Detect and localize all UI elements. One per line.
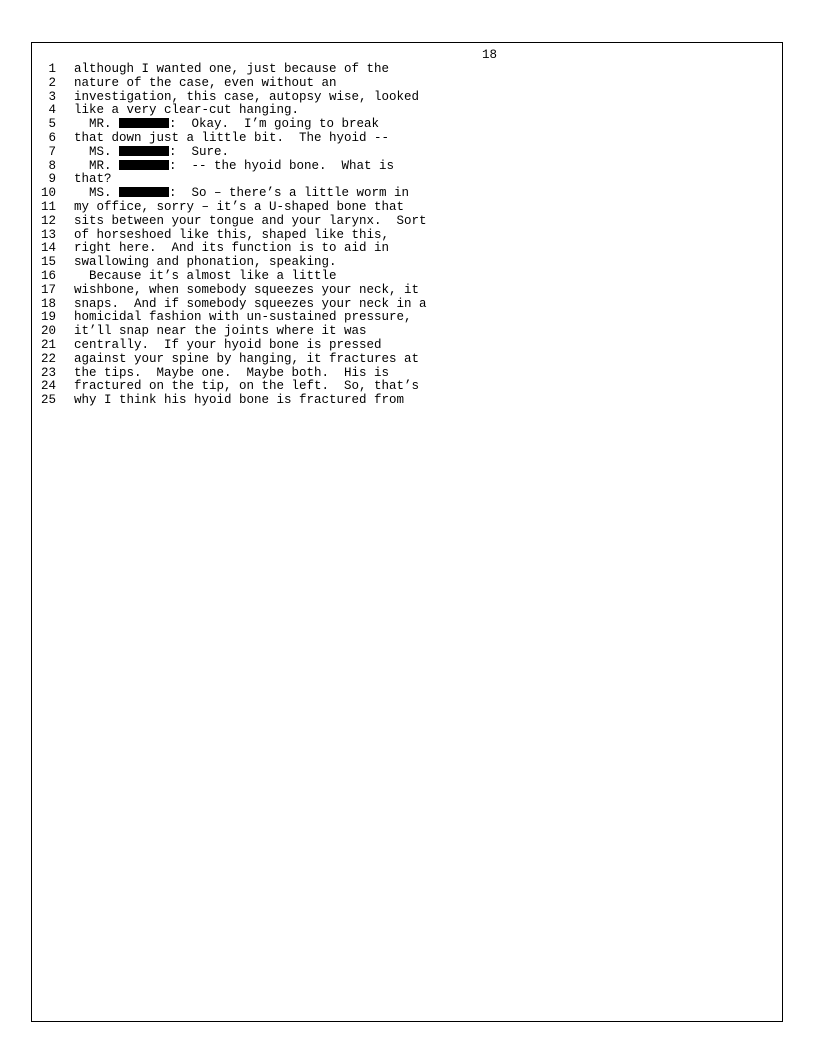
line-text [74, 187, 409, 201]
transcript-line [32, 242, 782, 256]
line-text-segment: it’ll snap near the joints where it was [74, 324, 367, 339]
transcript-line [32, 394, 782, 408]
transcript-line [32, 104, 782, 118]
line-text-segment: that? [74, 172, 112, 187]
line-number: 19 [40, 310, 56, 325]
line-text-segment: MR. [74, 117, 120, 132]
page-number: 18 [482, 48, 498, 62]
line-text [74, 284, 419, 298]
line-number: 7 [48, 144, 56, 159]
line-text-segment: homicidal fashion with un-sustained pressure, [74, 310, 412, 325]
line-text [74, 173, 112, 187]
line-number: 9 [48, 172, 56, 187]
line-text-segment: although I wanted one, just because of the [74, 62, 390, 76]
line-text-segment: : -- the hyoid bone. What is [169, 158, 395, 173]
line-number: 24 [40, 379, 56, 394]
line-text-segment: fractured on the tip, on the left. So, that’s [74, 379, 420, 394]
line-text [74, 270, 337, 284]
line-text-segment: : So – there’s a little worm in [169, 186, 410, 201]
line-number: 15 [40, 255, 56, 270]
line-number: 17 [40, 282, 56, 297]
transcript-line [32, 353, 782, 367]
transcript-line [32, 256, 782, 270]
line-text-segment: sits between your tongue and your larynx. Sort [74, 213, 427, 228]
line-text [74, 104, 299, 118]
line-text-segment: that down just a little bit. The hyoid -- [74, 130, 390, 145]
line-text [74, 325, 367, 339]
transcript-page [31, 42, 783, 1022]
line-number: 6 [48, 130, 56, 145]
redaction-block [119, 146, 169, 156]
line-text [74, 146, 229, 160]
line-number: 10 [40, 186, 56, 201]
transcript-line [32, 160, 782, 174]
line-number: 21 [40, 337, 56, 352]
transcript-line [32, 91, 782, 105]
line-text [74, 229, 389, 243]
transcript-line [32, 77, 782, 91]
line-number: 14 [40, 241, 56, 256]
transcript-lines [32, 63, 782, 408]
redaction-block [119, 187, 169, 197]
line-text-segment: of horseshoed like this, shaped like this, [74, 227, 390, 242]
line-text [74, 298, 427, 312]
transcript-line [32, 229, 782, 243]
redaction-block [119, 160, 169, 170]
transcript-line [32, 63, 782, 77]
transcript-line [32, 325, 782, 339]
line-number: 23 [40, 365, 56, 380]
line-text [74, 394, 404, 408]
line-number: 22 [40, 351, 56, 366]
transcript-line [32, 367, 782, 381]
line-text-segment: : Okay. I’m going to break [169, 117, 380, 132]
transcript-line [32, 118, 782, 132]
line-text [74, 77, 337, 91]
line-number: 11 [40, 199, 56, 214]
line-text-segment: MS. [74, 144, 120, 159]
line-text-segment: investigation, this case, autopsy wise, looked [74, 89, 420, 104]
line-text-segment: why I think his hyoid bone is fractured from [74, 393, 405, 408]
line-number: 16 [40, 268, 56, 283]
line-number: 1 [48, 62, 56, 76]
line-number: 12 [40, 213, 56, 228]
line-text-segment: centrally. If your hyoid bone is pressed [74, 337, 382, 352]
line-text [74, 256, 337, 270]
line-text [74, 63, 389, 77]
line-text-segment: Because it’s almost like a little [74, 268, 337, 283]
redaction-block [119, 118, 169, 128]
line-text [74, 215, 427, 229]
line-text-segment: right here. And its function is to aid in [74, 241, 390, 256]
line-text [74, 132, 389, 146]
line-number: 18 [40, 296, 56, 311]
line-text [74, 380, 419, 394]
line-number: 25 [40, 393, 56, 408]
line-number: 5 [48, 117, 56, 132]
line-text-segment: MR. [74, 158, 120, 173]
transcript-line [32, 173, 782, 187]
transcript-line [32, 284, 782, 298]
line-number: 3 [48, 89, 56, 104]
transcript-line [32, 298, 782, 312]
line-number: 20 [40, 324, 56, 339]
line-text-segment: nature of the case, even without an [74, 75, 337, 90]
transcript-line [32, 380, 782, 394]
line-number: 13 [40, 227, 56, 242]
transcript-line [32, 339, 782, 353]
transcript-line [32, 201, 782, 215]
line-text-segment: like a very clear-cut hanging. [74, 103, 300, 118]
line-text-segment: wishbone, when somebody squeezes your neck, it [74, 282, 420, 297]
line-number: 4 [48, 103, 56, 118]
line-text [74, 118, 379, 132]
line-text-segment: MS. [74, 186, 120, 201]
line-text [74, 91, 419, 105]
line-text-segment: snaps. And if somebody squeezes your neck in a [74, 296, 427, 311]
line-text [74, 201, 404, 215]
transcript-line [32, 146, 782, 160]
line-text [74, 311, 412, 325]
transcript-line [32, 270, 782, 284]
transcript-line [32, 311, 782, 325]
line-text [74, 339, 382, 353]
transcript-line [32, 132, 782, 146]
line-text [74, 353, 419, 367]
line-text-segment: : Sure. [169, 144, 230, 159]
line-text-segment: my office, sorry – it’s a U-shaped bone that [74, 199, 405, 214]
line-number: 8 [48, 158, 56, 173]
line-text [74, 160, 394, 174]
line-text [74, 367, 389, 381]
line-text-segment: against your spine by hanging, it fractures at [74, 351, 420, 366]
transcript-line [32, 215, 782, 229]
line-text [74, 242, 389, 256]
transcript-line [32, 187, 782, 201]
line-text-segment: swallowing and phonation, speaking. [74, 255, 337, 270]
line-number: 2 [48, 75, 56, 90]
line-text-segment: the tips. Maybe one. Maybe both. His is [74, 365, 390, 380]
